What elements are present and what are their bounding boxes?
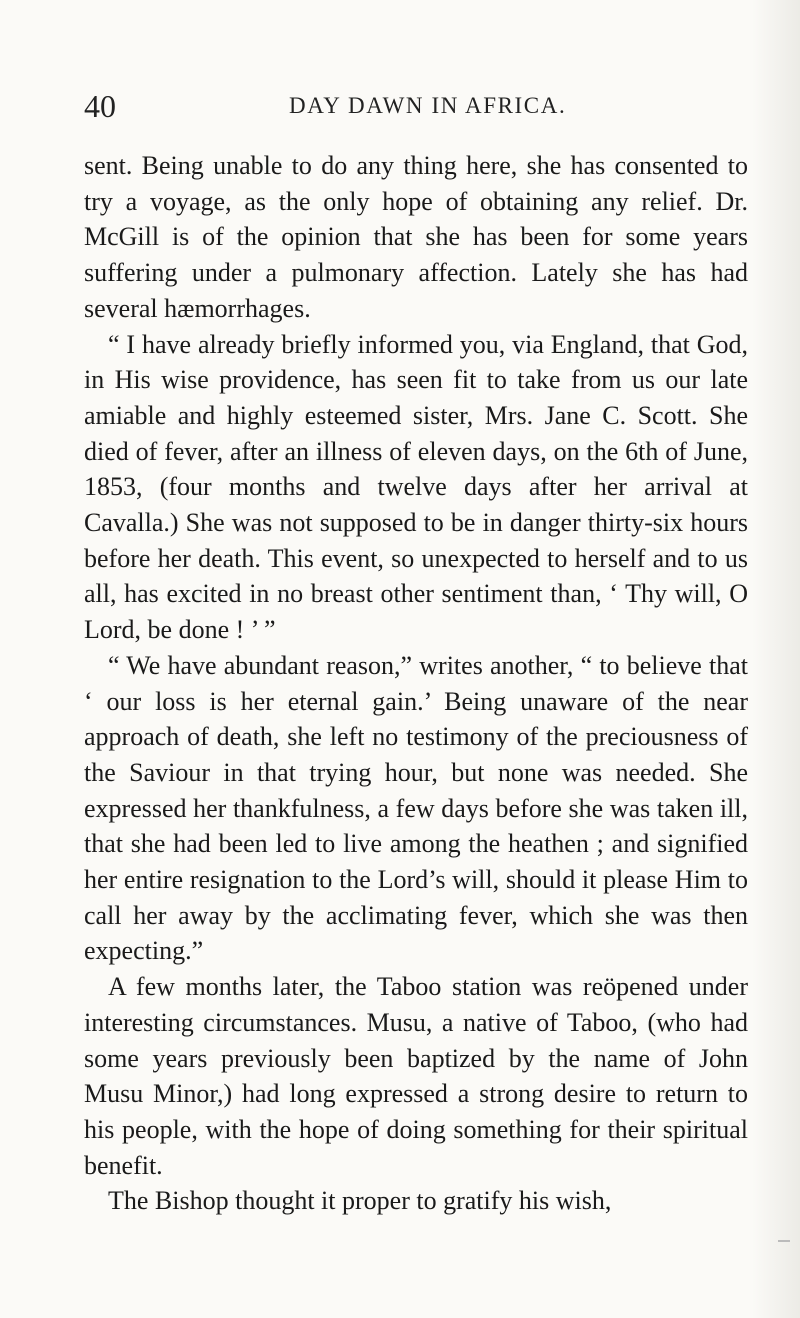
paragraph-taboo-station: A few months later, the Taboo station was reöpened under interesting circumstances. Musu, a native of Taboo, (who had some years previously been baptized by the name of John Musu Minor,) had long expressed a strong desire to return to his people, with the hope of doing something for their spiritual benefit. bbox=[84, 972, 748, 1180]
page-body bbox=[84, 148, 748, 1219]
paragraph-quote-another: “ We have abundant reason,” writes another, “ to believe that ‘ our loss is her eternal gain.’ Being unaware of the near approach of death, she left no testimony of the preciousness of the Saviour in that trying hour, but none was needed. She expressed her thankfulness, a few days before she was taken ill, that she had been led to live among the heathen ; and signified her entire resignation to the Lord’s will, should it please Him to call her away by the acclimating fever, which she was then expecting.” bbox=[84, 650, 748, 966]
page-number: 40 bbox=[84, 88, 116, 124]
page-edge-mark bbox=[778, 1240, 790, 1242]
paragraph-quote-scott: “ I have already briefly informed you, via England, that God, in His wise providence, has seen fit to take from us our late amiable and highly esteemed sister, Mrs. Jane C. Scott. She died of fever, after an illness of eleven days, on the 6th of June, 1853, (four months and twelve days after her arrival at Cavalla.) She was not supposed to be in danger thirty-six hours before her death. This event, so unexpected to herself and to us all, has excited in no breast other sentiment than, ‘ Thy will, O Lord, be done ! ’ ” bbox=[84, 329, 748, 645]
page-header bbox=[84, 86, 750, 126]
paragraph-bishop: The Bishop thought it proper to gratify his wish, bbox=[108, 1186, 612, 1216]
running-title: DAY DAWN IN AFRICA. bbox=[289, 93, 567, 118]
paragraph-continued: sent. Being unable to do any thing here, she has consented to try a voyage, as the only hope of obtaining any relief. Dr. McGill is of the opinion that she has been for some years suffering under a pulmonary affection. Lately she has had several hæmorrhages. bbox=[84, 151, 748, 323]
